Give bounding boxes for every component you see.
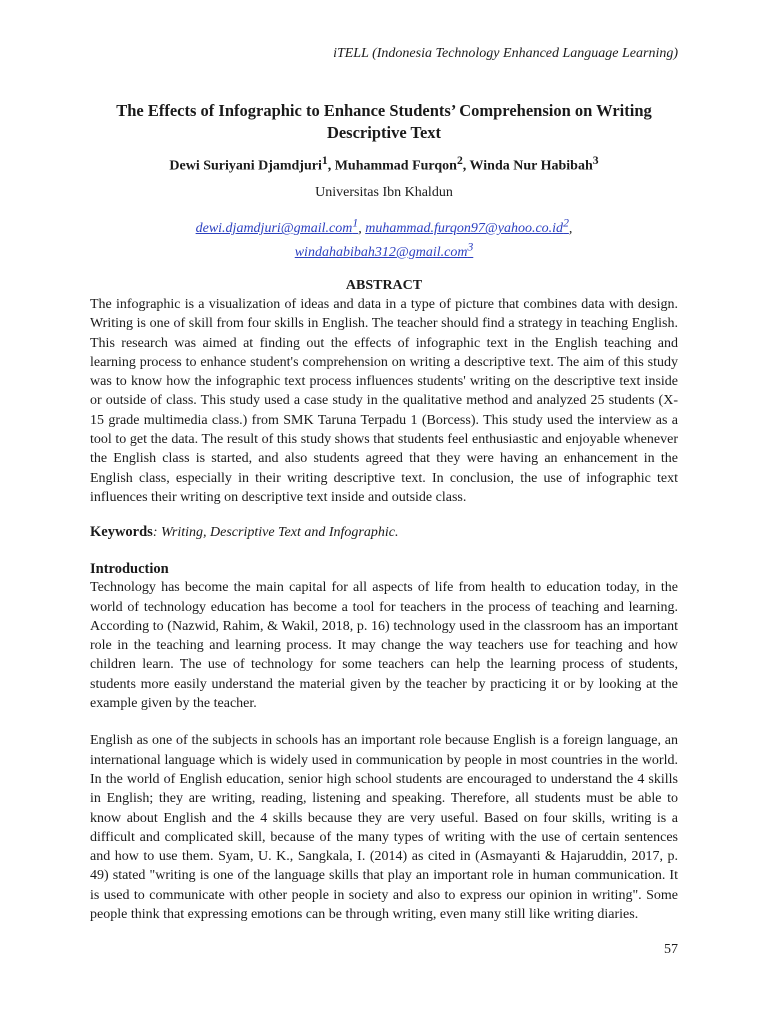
- abstract-text: The infographic is a visualization of ideas and data in a type of picture that combines data with design. Writing is one of skill from four skills in English. The teacher should find a strategy in teaching English. This research was aimed at finding out the effects of infographic text in the English teaching and learning process to enhance student's comprehension on writing a descriptive text. The aim of this study was to know how the infographic text process influences students' writing on the descriptive text inside or outside of class. This study used a case study in the qualitative method and analyzed 25 students (X-15 grade multimedia class.) from SMK Taruna Terpadu 1 (Borcess). This study used the interview as a tool to get the data. The result of this study shows that students feel enthusiastic and enjoyable whenever the English class is started, and also students agreed that they were having an enhancement in the English class, especially in their writing descriptive text. In conclusion, the use of infographic text influences their writing on descriptive text inside and outside class.: [90, 296, 678, 505]
- introduction-paragraph: English as one of the subjects in schools has an important role because English is a foreign language, an international language which is widely used in communication by people in most countries in the world. In the world of English education, senior high school students are encouraged to understand the 4 skills in English; they are writing, reading, listening and speaking. Therefore, all students must be able to know about English and the 4 skills because they are very useful. Based on four skills, writing is a difficult and complicated skill, because of the many types of writing with the use of certain sentences and how to use them. Syam, U. K., Sangkala, I. (2014) as cited in (Asmayanti & Hajaruddin, 2017, p. 49) stated "writing is one of the language skills that play an important role in human communication. It is used to communicate with other people in society and also to express our opinion in writing". Some people think that expressing emotions can be through writing, even many still like writing diaries.: [90, 733, 678, 922]
- author-name: Winda Nur Habibah: [469, 158, 593, 174]
- email-mark: 2: [563, 216, 569, 230]
- author-name: Muhammad Furqon: [334, 158, 457, 174]
- keywords-label: Keywords: [90, 524, 153, 541]
- email-mark: 1: [352, 216, 359, 230]
- email-link[interactable]: [294, 240, 474, 260]
- email-address: dewi.djamdjuri@gmail.com: [195, 221, 353, 237]
- email-link[interactable]: [365, 216, 569, 237]
- paper-content: [90, 100, 678, 924]
- author-separator: ,: [462, 158, 470, 174]
- author-list: [90, 151, 678, 177]
- author-affiliation-mark: 1: [321, 154, 328, 167]
- email-list: [90, 215, 678, 262]
- abstract-heading: ABSTRACT: [345, 277, 423, 293]
- email-separator: ,: [358, 221, 366, 237]
- email-address: muhammad.furqon97@yahoo.co.id: [365, 221, 564, 237]
- introduction-paragraph: Technology has become the main capital for all aspects of life from health to education today, in the world of technology education has become a tool for teachers in the process of teaching and learning. According to (Nazwid, Rahim, & Wakil, 2018, p. 16) technology used in the classroom has an important role in the teaching and learning process. It may change the way teachers use for teaching and how children learn. The use of technology for some teachers can help the learning process of students, students more easily understand the material given by the teacher by practicing it or by looking at the example given by the teacher.: [90, 580, 678, 712]
- author-affiliation-mark: 2: [456, 154, 463, 167]
- affiliation: Universitas Ibn Khaldun: [315, 184, 453, 200]
- email-separator: ,: [568, 221, 573, 237]
- running-head: iTELL (Indonesia Technology Enhanced Language Learning): [333, 46, 678, 61]
- email-address: windahabibah312@gmail.com: [294, 244, 468, 260]
- author-affiliation-mark: 3: [592, 154, 599, 167]
- author-name: Dewi Suriyani Djamdjuri: [169, 158, 322, 174]
- keywords-text: : Writing, Descriptive Text and Infographic.: [152, 525, 399, 541]
- paper-title: The Effects of Infographic to Enhance Students’ Comprehension on Writing Descriptive Text: [116, 101, 652, 142]
- keywords: [90, 523, 678, 542]
- email-link[interactable]: [195, 216, 359, 237]
- introduction-heading: Introduction: [90, 561, 169, 578]
- author-separator: ,: [327, 158, 335, 174]
- email-mark: 3: [467, 240, 474, 254]
- page-number: 57: [664, 942, 678, 957]
